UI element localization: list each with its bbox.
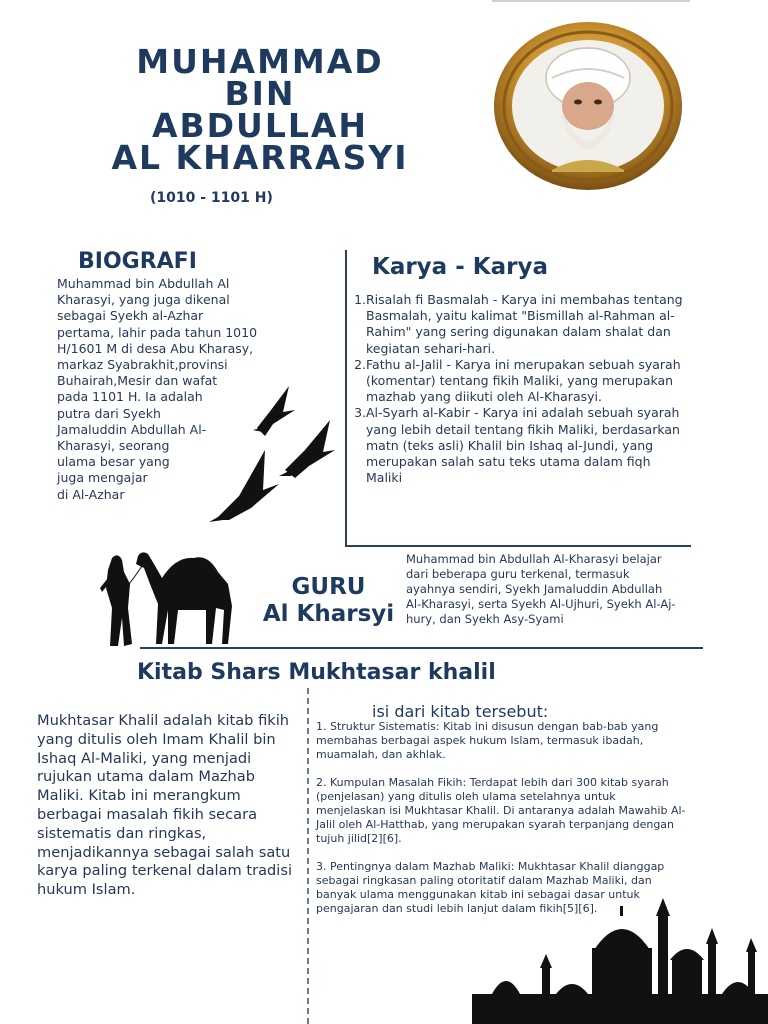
camel-icon [98, 548, 243, 650]
list-item [350, 357, 690, 406]
title-line: AL KHARRASYI [111, 138, 409, 177]
karya-heading: Karya - Karya [372, 254, 548, 280]
list-text: Risalah fi Basmalah - Karya ini membahas tentang Basmalah, yaitu kalimat "Bismillah al-Rahman al-Rahim" yang sering digunakan dalam shalat dan kegiatan sehari-hari. [366, 292, 683, 356]
page-title [60, 42, 460, 177]
guru-heading-line2: Al Kharsyi [262, 601, 395, 627]
section-divider [140, 647, 703, 649]
birds-icon [205, 380, 340, 525]
isi-point: 1. Struktur Sistematis: Kitab ini disusun dengan bab-bab yang membahas berbagai aspek hukum Islam, termasuk ibadah, muamalah, dan akhlak. [316, 720, 659, 762]
title-line: ABDULLAH [151, 106, 369, 145]
guru-heading [256, 574, 401, 628]
list-number: 3. [354, 405, 366, 421]
section-divider [345, 545, 691, 547]
kitab-text: Mukhtasar Khalil adalah kitab fikih yang ditulis oleh Imam Khalil bin Ishaq Al-Maliki, yang menjadi rujukan utama dalam Mazhab Maliki. Kitab ini merangkum berbagai masalah fikih secara sistematis dan ringkas, menjadikannya sebagai salah satu karya paling terkenal dalam tradisi hukum Islam. [37, 712, 293, 899]
column-divider-dashed [307, 688, 310, 1024]
isi-point: 2. Kumpulan Masalah Fikih: Terdapat lebih dari 300 kitab syarah (penjelasan) yang ditulis oleh ulama setelahnya untuk menjelaskan isi Mukhtasar Khalil. Di antaranya adalah Mawahib Al-Jalil oleh Al-Hatthab, yang merupakan syarah terpanjang dengan tujuh jilid[2][6]. [316, 775, 686, 846]
list-number: 2. [354, 356, 366, 372]
guru-heading-line1: GURU [291, 574, 366, 600]
title-line: BIN [224, 74, 296, 113]
list-item [350, 405, 690, 486]
column-divider [345, 250, 347, 545]
list-item [350, 292, 690, 357]
list-text: Al-Syarh al-Kabir - Karya ini adalah sebuah syarah yang lebih detail tentang fikih Maliki, berdasarkan matn (teks asli) Khalil bin Ishaq al-Jundi, yang merupakan salah satu teks utama dalam fiqh Maliki [366, 405, 680, 486]
list-text: Fathu al-Jalil - Karya ini merupakan sebuah syarah (komentar) tentang fikih Maliki, yang merupakan mazhab yang diikuti oleh Al-Kharasyi. [366, 356, 681, 405]
top-divider [492, 0, 690, 2]
karya-list [350, 292, 690, 486]
years-label: (1010 - 1101 H) [150, 190, 273, 206]
biografi-heading: BIOGRAFI [78, 249, 197, 274]
list-number: 1. [354, 292, 366, 307]
mosque-icon [472, 898, 768, 1024]
isi-heading: isi dari kitab tersebut: [372, 702, 549, 721]
isi-point: 3. Pentingnya dalam Mazhab Maliki: Mukhtasar Khalil dianggap sebagai ringkasan paling otoritatif dalam Mazhab Maliki, dan banyak ulama menggunakan kitab ini sebagai dasar untuk pengajaran dan studi lebih lanjut dalam fikih[5][6]. [316, 859, 665, 916]
guru-text: Muhammad bin Abdullah Al-Kharasyi belajar dari beberapa guru terkenal, termasuk ayahnya sendiri, Syekh Jamaluddin Abdullah Al-Kharasyi, serta Syekh Al-Ujhuri, Syekh Al-Aj-hury, dan Syekh Asy-Syami [406, 552, 676, 626]
kitab-heading: Kitab Shars Mukhtasar khalil [137, 660, 496, 685]
portrait-image [492, 20, 684, 192]
biografi-text: Muhammad bin Abdullah Al Kharasyi, yang juga dikenal sebagai Syekh al-Azhar pertama, lahir pada tahun 1010 H/1601 M di desa Abu Kharasy, markaz Syabrakhit,provinsi Buhairah,Mesir dan wafat pada 1101 H. Ia adalah putra dari Syekh Jamaluddin Abdullah Al- Kharasyi, seorang ulama besar yang juga mengajar di Al-Azhar [57, 276, 258, 502]
title-line: MUHAMMAD [136, 42, 384, 81]
